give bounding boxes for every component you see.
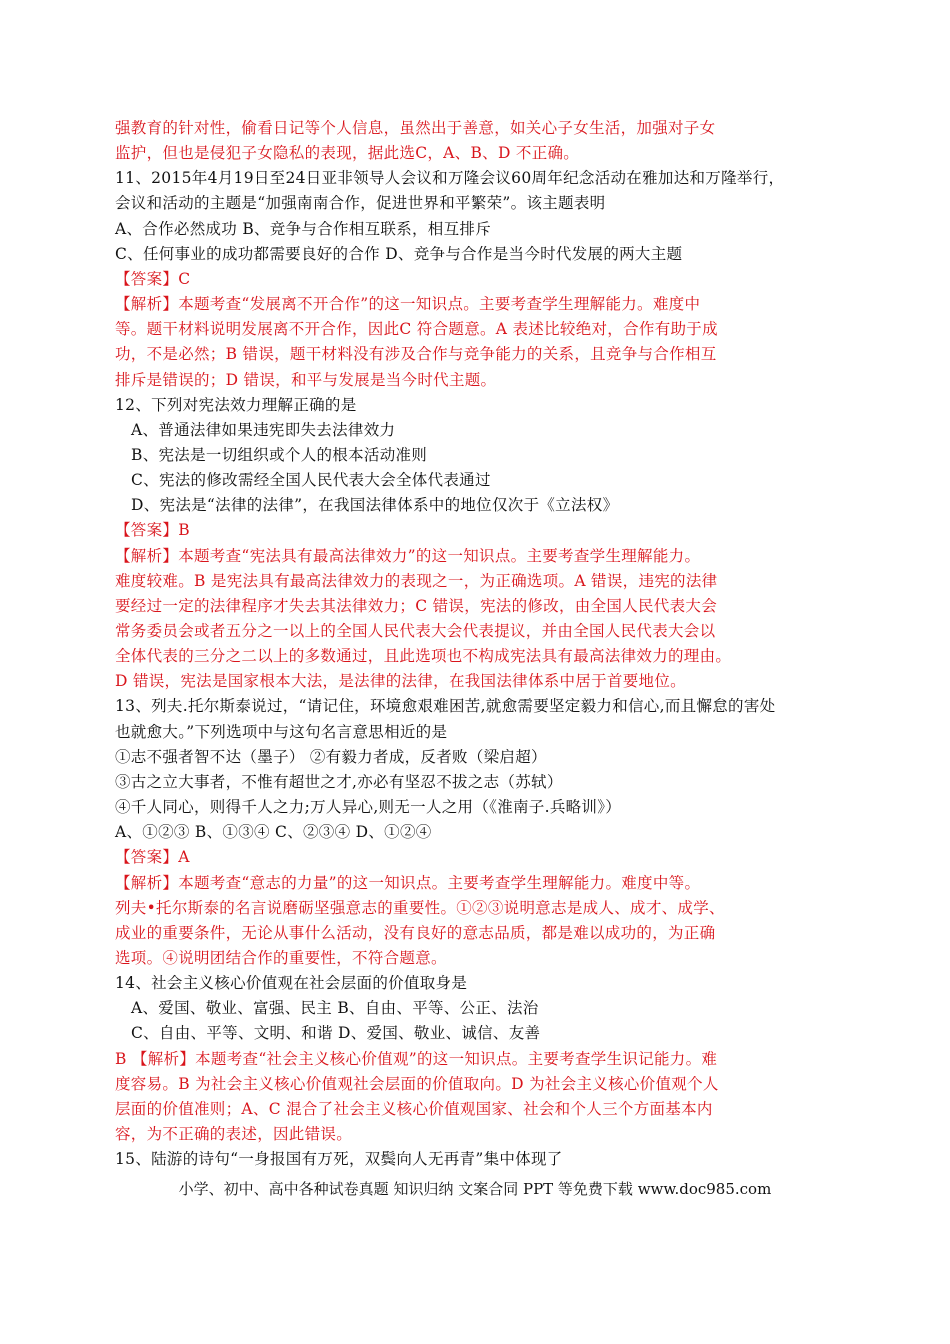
text-line: ③古之立大事者，不惟有超世之才,亦必有坚忍不拔之志（苏轼） [115,772,563,791]
text-line: 【答案】B [115,521,190,540]
text-line: 选项。④说明团结合作的重要性，不符合题意。 [115,948,447,967]
text-line: 全体代表的三分之二以上的多数通过，且此选项也不构成宪法具有最高法律效力的理由。 [115,647,732,666]
text-line: 成业的重要条件，无论从事什么活动，没有良好的意志品质，都是难以成功的，为正确 [115,923,716,942]
text-line: 11、2015年4月19日至24日亚非领导人会议和万隆会议60周年纪念活动在雅加达和万隆举行， [115,169,785,188]
text-line: A、爱国、敬业、富强、民主 B、自由、平等、公正、法治 [131,999,539,1018]
text-line: 列夫•托尔斯泰的名言说磨砺坚强意志的重要性。①②③说明意志是成人、成才、成学、 [115,898,725,917]
text-line: 功，不是必然；B 错误，题干材料没有涉及合作与竞争能力的关系，且竞争与合作相互 [115,345,717,364]
text-line: 【答案】C [115,269,191,288]
text-line: A、①②③ B、①③④ C、②③④ D、①②④ [115,823,432,842]
text-line: 12、下列对宪法效力理解正确的是 [115,395,357,414]
text-line: 度容易。B 为社会主义核心价值观社会层面的价值取向。D 为社会主义核心价值观个人 [115,1074,719,1093]
page-footer: 小学、初中、高中各种试卷真题 知识归纳 文案合同 PPT 等免费下载 www.doc985.com [178,1180,772,1198]
text-line: 容，为不正确的表述，因此错误。 [115,1125,353,1143]
text-line: C、宪法的修改需经全国人民代表大会全体代表通过 [131,471,491,490]
text-line: A、普通法律如果违宪即失去法律效力 [131,420,396,439]
text-line: 常务委员会或者五分之一以上的全国人民代表大会代表提议，并由全国人民代表大会以 [115,622,716,640]
text-line: 层面的价值准则；A、C 混合了社会主义核心价值观国家、社会和个人三个方面基本内 [115,1099,713,1118]
text-line: 【答案】A [115,848,190,867]
text-line: B、宪法是一切组织或个人的根本活动准则 [131,445,428,464]
text-line: ④千人同心，则得千人之力;万人异心,则无一人之用（《淮南子.兵略训》） [115,798,622,817]
text-line: 【解析】本题考查“意志的力量”的这一知识点。主要考查学生理解能力。难度中等。 [115,873,701,892]
text-line: 排斥是错误的；D 错误，和平与发展是当今时代主题。 [115,370,497,389]
text-line: 14、社会主义核心价值观在社会层面的价值取身是 [115,974,468,993]
text-line: D 错误，宪法是国家根本大法，是法律的法律，在我国法律体系中居于首要地位。 [115,672,686,691]
text-line: 难度较难。B 是宪法具有最高法律效力的表现之一，为正确选项。A 错误，违宪的法律 [115,571,718,590]
text-line: 会议和活动的主题是“加强南南合作，促进世界和平繁荣”。该主题表明 [115,194,606,213]
text-line: 监护，但也是侵犯子女隐私的表现，据此选C，A、B、D 不正确。 [115,144,580,163]
text-line: ①志不强者智不达（墨子） ②有毅力者成，反者败（梁启超） [115,747,547,766]
text-line: 【解析】本题考查“发展离不开合作”的这一知识点。主要考查学生理解能力。难度中 [115,295,701,314]
text-line: C、任何事业的成功都需要良好的合作 D、竞争与合作是当今时代发展的两大主题 [115,244,683,263]
text-line: 等。题干材料说明发展离不开合作，因此C 符合题意。A 表述比较绝对，合作有助于成 [115,320,718,339]
text-line: 13、列夫.托尔斯泰说过，“请记住，环境愈艰难困苦,就愈需要坚定毅力和信心,而且懈怠的害处 [115,697,776,716]
text-line: B 【解析】本题考查“社会主义核心价值观”的这一知识点。主要考查学生识记能力。难 [115,1049,718,1068]
text-line: D、宪法是“法律的法律”，在我国法律体系中的地位仅次于《立法权》 [131,496,619,515]
text-line: 强教育的针对性，偷看日记等个人信息，虽然出于善意，如关心子女生活，加强对子女 [115,119,716,137]
text-line: 15、陆游的诗句“一身报国有万死，双鬓向人无再青”集中体现了 [115,1150,563,1169]
text-line: 也就愈大。”下列选项中与这句名言意思相近的是 [115,722,448,741]
text-line: 【解析】本题考查“宪法具有最高法律效力”的这一知识点。主要考查学生理解能力。 [115,546,701,565]
text-line: C、自由、平等、文明、和谐 D、爱国、敬业、诚信、友善 [131,1024,541,1043]
text-line: 要经过一定的法律程序才失去其法律效力；C 错误，宪法的修改，由全国人民代表大会 [115,596,717,615]
text-line: A、合作必然成功 B、竞争与合作相互联系，相互排斥 [115,219,492,238]
